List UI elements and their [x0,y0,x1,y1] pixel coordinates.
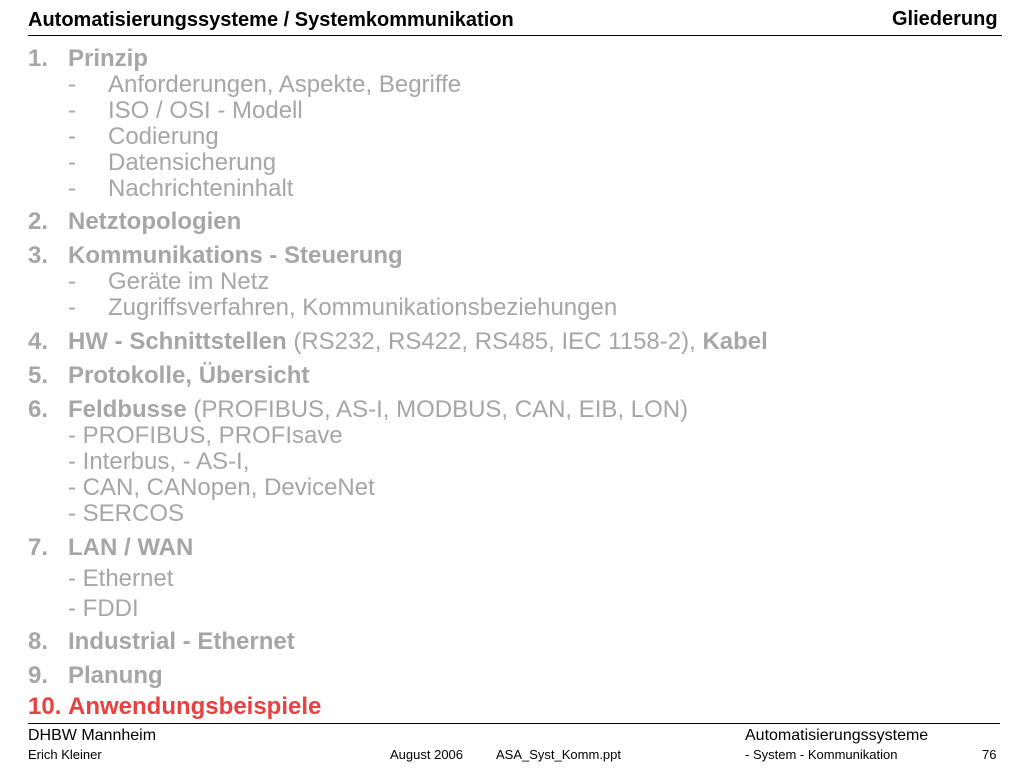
item-title: Industrial - Ethernet [68,628,295,655]
subitem-text: Nachrichteninhalt [108,175,294,202]
item-number: 10. [28,693,62,720]
bullet-dash: - [68,268,76,295]
item-number: 6. [28,396,49,423]
item-title-bold-2: Kabel [702,328,768,355]
subitem-text: Anforderungen, Aspekte, Begriffe [108,71,462,98]
item-title-detail: (PROFIBUS, AS-I, MODBUS, CAN, EIB, LON) [186,396,689,423]
item-title-bold: Feldbusse [68,396,187,423]
item-title: Kommunikations - Steuerung [68,242,403,269]
subitem-text: Codierung [108,123,219,150]
subitem-6d: - SERCOS [68,500,185,527]
slide-title: Automatisierungssysteme / Systemkommunikation [28,9,514,31]
item-title: Prinzip [68,45,149,72]
bullet-dash: - [68,175,76,202]
bullet-dash: - [68,97,76,124]
bullet-dash: - [68,149,76,176]
item-number: 9. [28,662,49,689]
subitem-7a: - Ethernet [68,565,174,592]
page-number: 76 [982,747,997,762]
footer-course: Automatisierungssysteme [745,727,929,744]
footer-course-sub: - System - Kommunikation [745,747,898,762]
subitem-7b: - FDDI [68,595,139,622]
bullet-dash: - [68,123,76,150]
item-number: 5. [28,362,49,389]
item-number: 3. [28,242,49,269]
item-title: Netztopologien [68,208,242,235]
item-title [68,397,688,423]
subitem-6a: - PROFIBUS, PROFIsave [68,422,343,449]
subitem-text: Datensicherung [108,149,277,176]
section-label: Gliederung [892,8,998,30]
subitem-6c: - CAN, CANopen, DeviceNet [68,474,375,501]
item-title [68,329,768,355]
header-divider [28,35,1002,36]
subitem-text: Geräte im Netz [108,268,270,295]
item-title-bold: HW - Schnittstellen [68,328,287,355]
footer-author: Erich Kleiner [28,747,102,762]
item-title: Protokolle, Übersicht [68,362,310,389]
item-number: 8. [28,628,49,655]
footer-organization: DHBW Mannheim [28,727,157,744]
footer-filename: ASA_Syst_Komm.ppt [496,747,621,762]
footer-date: August 2006 [390,747,464,762]
subitem-text: ISO / OSI - Modell [108,97,303,124]
subitem-6b: - Interbus, - AS-I, [68,448,250,475]
item-number: 4. [28,328,49,355]
subitem-text: Zugriffsverfahren, Kommunikationsbeziehungen [108,294,618,321]
item-number: 7. [28,534,49,561]
item-title: Anwendungsbeispiele [68,693,322,720]
bullet-dash: - [68,71,76,98]
item-number: 1. [28,45,49,72]
footer-divider [28,723,1000,724]
item-title: Planung [68,662,163,689]
item-number: 2. [28,208,49,235]
item-title-detail: (RS232, RS422, RS485, IEC 1158-2), [286,328,703,355]
item-title: LAN / WAN [68,534,194,561]
bullet-dash: - [68,294,76,321]
